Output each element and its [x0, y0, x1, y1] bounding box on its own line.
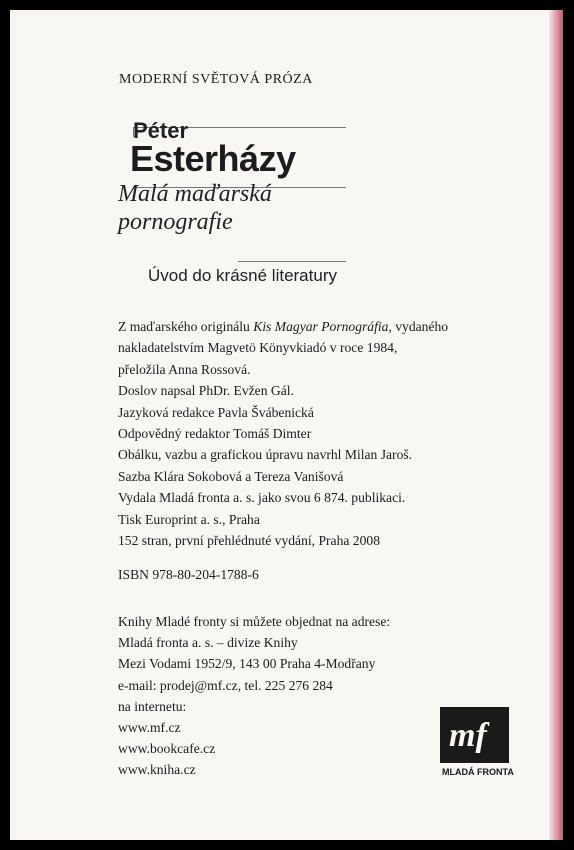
imprint-line: Jazyková redakce Pavla Švábenická [118, 404, 314, 420]
author-last-name: Esterházy [130, 138, 296, 179]
imprint-line: přeložila Anna Rossová. [118, 361, 251, 377]
subtitle-rule [238, 261, 346, 262]
mf-logo-icon [445, 712, 505, 758]
contact-block [118, 611, 390, 781]
logo-caption: MLADÁ FRONTA [442, 767, 514, 777]
imprint-line: 152 stran, první přehlédnuté vydání, Praha 2008 [118, 533, 380, 549]
isbn: ISBN 978-80-204-1788-6 [118, 567, 259, 582]
contact-line: Mezi Vodami 1952/9, 143 00 Praha 4-Modřany [118, 656, 376, 672]
website-link-mf: www.mf.cz [118, 720, 181, 736]
page-edge [549, 10, 563, 840]
title-line-2: pornografie [118, 209, 233, 235]
imprint-original-line [118, 316, 448, 337]
imprint-line: Sazba Klára Sokobová a Tereza Vanišová [118, 468, 344, 484]
imprint-line: nakladatelstvím Magvetö Könyvkiadó v roce 1984, [118, 340, 398, 356]
logo-mark-text: mf [448, 717, 487, 754]
contact-line: Knihy Mladé fronty si můžete objednat na adrese: [118, 614, 391, 629]
original-suffix: , vydaného [388, 319, 449, 334]
publisher-logo [440, 707, 514, 777]
imprint-line: Tisk Europrint a. s., Praha [118, 511, 260, 527]
contact-line: Mladá fronta a. s. – divize Knihy [118, 635, 298, 651]
website-link-bookcafe: www.bookcafe.cz [118, 741, 216, 757]
book-page [10, 10, 563, 840]
imprint-line: Doslov napsal PhDr. Evžen Gál. [118, 383, 294, 399]
imprint-line: Vydala Mladá fronta a. s. jako svou 6 874. publikaci. [118, 490, 406, 506]
original-title: Kis Magyar Pornográfia [253, 319, 389, 334]
book-subtitle: Úvod do krásné literatury [148, 266, 337, 285]
website-link-kniha: www.kniha.cz [118, 762, 196, 778]
contact-email-line: e-mail: prodej@mf.cz, tel. 225 276 284 [118, 677, 333, 693]
author-first-name: Péter [133, 118, 189, 143]
book-title [118, 180, 272, 236]
series-name: MODERNÍ SVĚTOVÁ PRÓZA [119, 72, 313, 87]
original-prefix: Z maďarského originálu [118, 319, 254, 334]
mf-logo-mark [440, 707, 509, 763]
imprint-line: Obálku, vazbu a grafickou úpravu navrhl Milan Jaroš. [118, 447, 413, 463]
imprint-line: Odpovědný redaktor Tomáš Dimter [118, 426, 312, 442]
contact-line: na internetu: [118, 698, 187, 714]
title-line-1: Malá maďarská [118, 181, 272, 207]
imprint-block [118, 316, 448, 551]
